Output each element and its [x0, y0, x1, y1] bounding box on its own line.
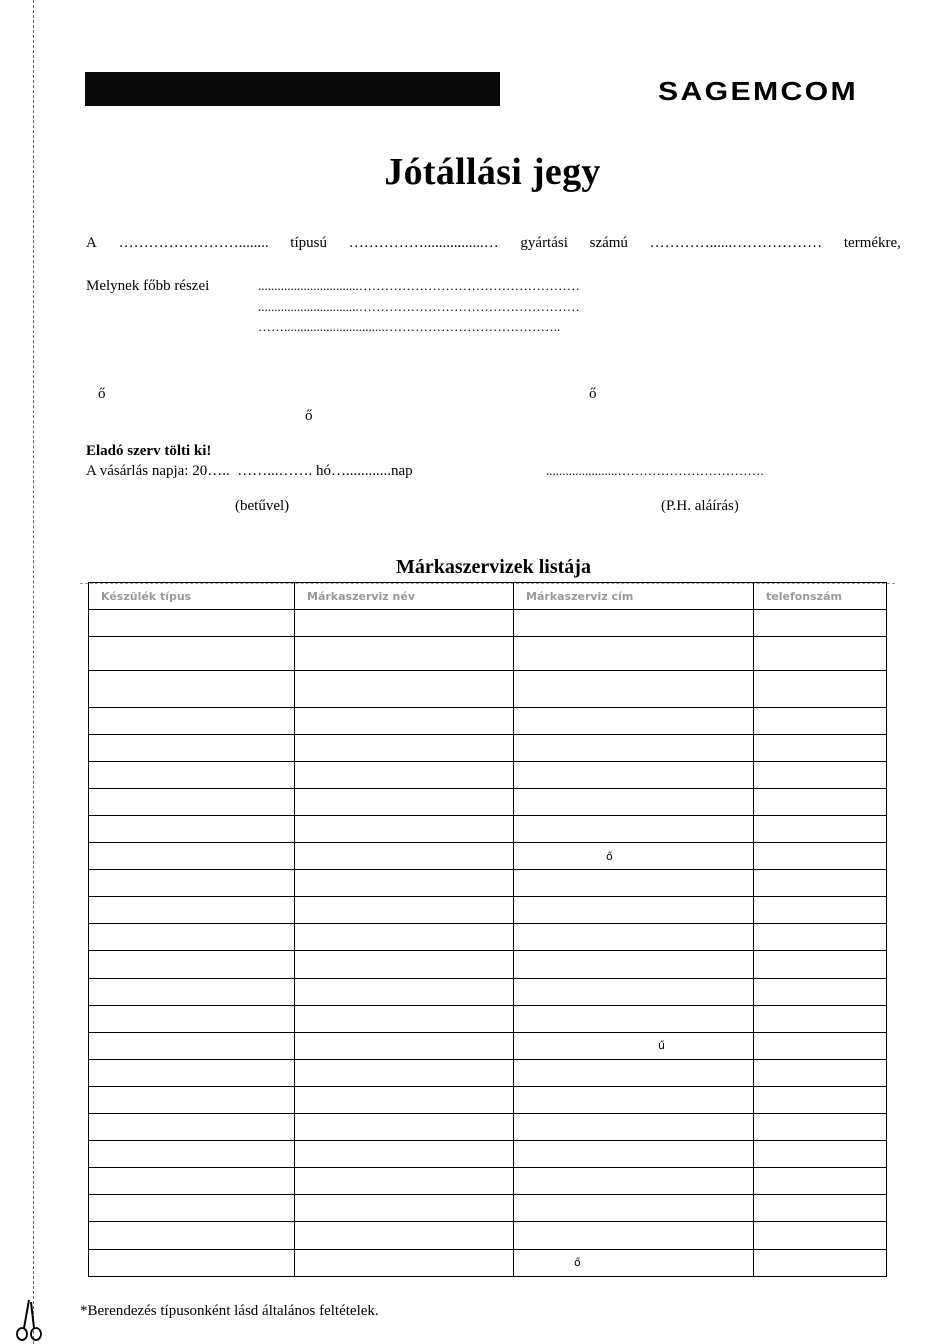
table-cell	[514, 1222, 754, 1249]
table-cell	[89, 1195, 295, 1222]
table-cell	[295, 924, 514, 951]
table-cell	[514, 924, 754, 951]
table-cell	[89, 870, 295, 897]
table-row	[89, 1086, 887, 1113]
table-cell	[514, 1195, 754, 1222]
table-cell	[754, 951, 887, 978]
product-label: termékre,	[843, 235, 901, 251]
table-cell	[754, 1168, 887, 1195]
svg-text:SAGEMCOM: SAGEMCOM	[658, 76, 858, 106]
table-cell	[89, 1059, 295, 1086]
table-cell	[295, 734, 514, 761]
stray-char: ő	[98, 386, 106, 402]
table-cell	[754, 842, 887, 869]
table-cell	[295, 815, 514, 842]
table-cell	[514, 671, 754, 708]
table-cell	[89, 734, 295, 761]
product-line	[86, 234, 901, 252]
table-row	[89, 951, 887, 978]
table-cell	[295, 1222, 514, 1249]
table-cell	[295, 610, 514, 637]
table-cell	[754, 1032, 887, 1059]
table-cell	[754, 1114, 887, 1141]
table-cell	[295, 1032, 514, 1059]
table-cell	[514, 788, 754, 815]
service-table	[88, 582, 887, 1277]
product-a: A	[86, 235, 97, 251]
page-title: Jótállási jegy	[384, 151, 601, 193]
table-cell	[295, 870, 514, 897]
table-cell	[295, 637, 514, 671]
table-cell	[514, 897, 754, 924]
parts-line-1: ...............................……………………………………………	[258, 278, 580, 293]
table-row	[89, 870, 887, 897]
table-row	[89, 734, 887, 761]
table-cell	[89, 978, 295, 1005]
table-row	[89, 708, 887, 734]
table-row	[89, 1032, 887, 1059]
sagemcom-logo	[658, 76, 858, 106]
table-cell: ő	[514, 842, 754, 869]
table-cell	[754, 708, 887, 734]
table-cell	[295, 1195, 514, 1222]
table-cell	[514, 1005, 754, 1032]
table-cell	[754, 978, 887, 1005]
column-header-phone: telefonszám	[754, 583, 887, 610]
table-row	[89, 610, 887, 637]
table-row	[89, 1249, 887, 1276]
table-row	[89, 1114, 887, 1141]
table-cell	[295, 1168, 514, 1195]
table-cell	[295, 978, 514, 1005]
table-cell	[754, 1249, 887, 1276]
table-cell	[514, 1114, 754, 1141]
table-row	[89, 761, 887, 788]
table-header-row	[89, 583, 887, 610]
table-row	[89, 978, 887, 1005]
table-cell	[89, 924, 295, 951]
table-cell	[754, 610, 887, 637]
footnote: *Berendezés típusonként lásd általános feltételek.	[80, 1303, 379, 1319]
table-cell	[514, 1059, 754, 1086]
column-header-device-type: Készülék típus	[89, 583, 295, 610]
table-cell	[295, 951, 514, 978]
table-cell	[514, 734, 754, 761]
table-cell	[89, 897, 295, 924]
table-row	[89, 1222, 887, 1249]
parts-line-3: ……...............................…………………………………..	[258, 319, 561, 334]
table-cell	[295, 788, 514, 815]
table-cell	[754, 924, 887, 951]
table-row	[89, 897, 887, 924]
table-cell	[89, 671, 295, 708]
table-cell	[89, 1005, 295, 1032]
table-cell	[89, 1168, 295, 1195]
table-cell	[89, 637, 295, 671]
table-cell	[754, 897, 887, 924]
table-cell	[754, 734, 887, 761]
table-cell	[514, 815, 754, 842]
type-dots: ……………………........	[118, 235, 269, 251]
table-cell	[754, 1141, 887, 1168]
table-cell	[295, 1141, 514, 1168]
table-row	[89, 1059, 887, 1086]
table-cell	[754, 761, 887, 788]
parts-line-2: ...............................……………………………………………	[258, 299, 580, 314]
table-row	[89, 637, 887, 671]
table-cell	[295, 1086, 514, 1113]
column-header-service-name: Márkaszerviz név	[295, 583, 514, 610]
table-cell	[514, 1141, 754, 1168]
table-cell	[89, 788, 295, 815]
table-row	[89, 1141, 887, 1168]
table-cell	[754, 1086, 887, 1113]
table-cell	[514, 637, 754, 671]
in-words-label: (betűvel)	[235, 498, 290, 514]
table-row	[89, 815, 887, 842]
type-label: típusú	[290, 235, 327, 251]
table-cell	[89, 951, 295, 978]
table-cell	[754, 1059, 887, 1086]
table-cell	[514, 610, 754, 637]
table-cell	[754, 1195, 887, 1222]
table-row	[89, 1195, 887, 1222]
cut-line	[33, 0, 34, 1344]
table-row	[89, 924, 887, 951]
table-cell	[89, 708, 295, 734]
seller-heading: Eladó szerv tölti ki!	[86, 443, 212, 459]
stray-char: ő	[305, 408, 313, 424]
table-cell	[514, 870, 754, 897]
table-cell	[295, 842, 514, 869]
service-list-title: Márkaszervizek listája	[396, 556, 591, 578]
table-cell	[754, 1222, 887, 1249]
table-cell	[89, 842, 295, 869]
scissors-icon	[10, 1298, 46, 1342]
purchase-date-line: A vásárlás napja: 20….. ……...……. hó…............nap	[86, 463, 413, 479]
table-cell	[514, 708, 754, 734]
column-header-service-address: Márkaszerviz cím	[514, 583, 754, 610]
table-cell	[89, 1086, 295, 1113]
table-cell: ű	[514, 1032, 754, 1059]
table-cell	[514, 761, 754, 788]
table-row	[89, 1005, 887, 1032]
table-cell	[295, 1005, 514, 1032]
signature-line: ......................…………………………….	[546, 463, 764, 478]
redacted-header-bar	[85, 72, 500, 106]
table-cell	[295, 1059, 514, 1086]
stamp-signature-label: (P.H. aláírás)	[661, 498, 739, 514]
table-row	[89, 788, 887, 815]
type-value-dots: ……………................…	[348, 235, 499, 251]
table-cell	[295, 1249, 514, 1276]
table-cell	[295, 671, 514, 708]
table-cell	[754, 815, 887, 842]
table-cell	[89, 1141, 295, 1168]
serial-dots: …………......………………	[649, 235, 823, 251]
table-cell	[754, 788, 887, 815]
table-cell	[295, 897, 514, 924]
serial-label-1: gyártási	[520, 235, 568, 251]
table-row	[89, 842, 887, 869]
table-cell	[89, 1032, 295, 1059]
table-cell	[514, 978, 754, 1005]
table-cell	[514, 1086, 754, 1113]
table-cell: ő	[514, 1249, 754, 1276]
table-cell	[754, 1005, 887, 1032]
table-cell	[89, 1114, 295, 1141]
table-cell	[514, 951, 754, 978]
table-cell	[295, 708, 514, 734]
stray-char: ő	[589, 386, 597, 402]
table-cell	[89, 815, 295, 842]
table-cell	[754, 671, 887, 708]
table-row	[89, 1168, 887, 1195]
serial-label-2: számú	[589, 235, 628, 251]
table-cell	[89, 610, 295, 637]
table-row	[89, 671, 887, 708]
table-cell	[89, 1222, 295, 1249]
table-cell	[295, 1114, 514, 1141]
table-cell	[754, 637, 887, 671]
table-cell	[89, 1249, 295, 1276]
table-cell	[295, 761, 514, 788]
table-cell	[89, 761, 295, 788]
table-cell	[754, 870, 887, 897]
table-cell	[514, 1168, 754, 1195]
parts-label: Melynek főbb részei	[86, 278, 210, 294]
